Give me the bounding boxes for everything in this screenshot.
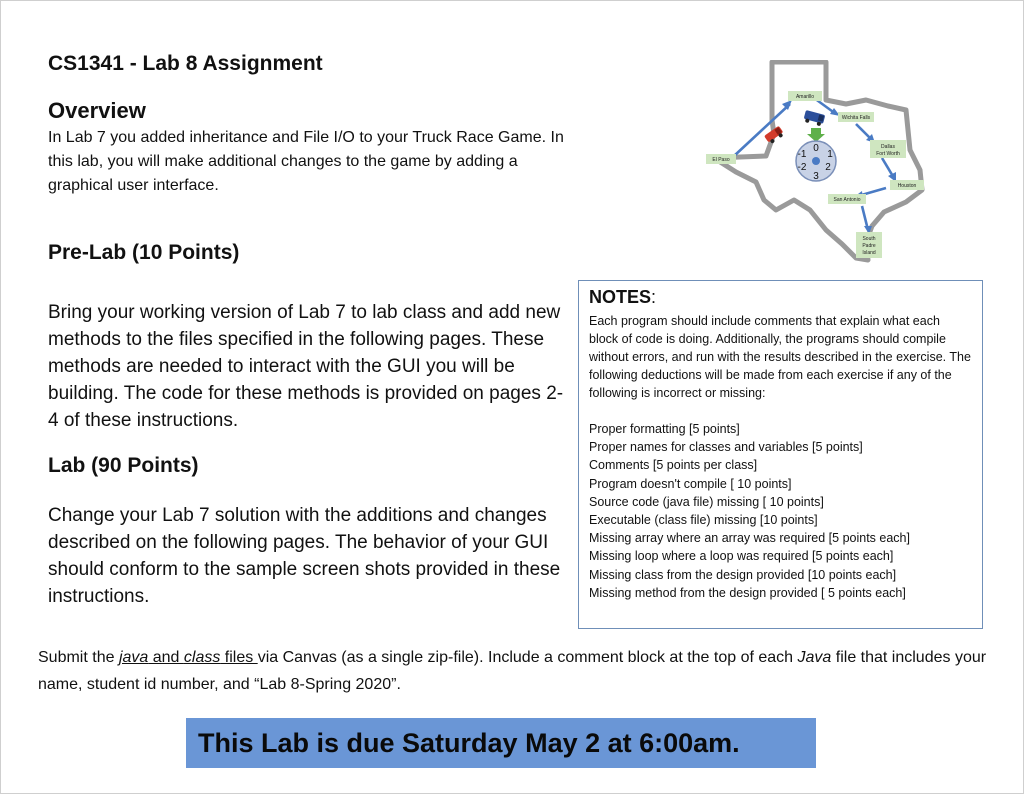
notes-text: Each program should include comments that explain what each block of code is doing. Additionally, the programs should compile without errors, and run with the results described in the exercise. The following deductions will be made from each exercise if any of the following is incorrect or missing: (589, 314, 971, 400)
dial-num-0: 0 (813, 143, 819, 154)
dial-num-3: 3 (813, 171, 819, 182)
city-fort-worth: Fort Worth (876, 151, 900, 157)
dial-num-neg1: -1 (797, 149, 807, 160)
deduction-item: Executable (class file) missing [10 points] (589, 513, 818, 528)
deduction-item: Proper names for classes and variables [5 points] (589, 440, 863, 455)
dial-num-1: 1 (827, 149, 833, 160)
deduction-item: Missing array where an array was required [5 points each] (589, 531, 910, 546)
overview-heading: Overview (48, 98, 146, 123)
due-date-banner (186, 718, 816, 768)
document-title: CS1341 - Lab 8 Assignment (48, 52, 323, 75)
deduction-item: Missing method from the design provided [ 5 points each] (589, 585, 906, 600)
spinner-dial (796, 141, 836, 182)
city-houston: Houston (897, 183, 917, 189)
texas-race-map (706, 60, 936, 265)
city-south: South (862, 236, 876, 242)
dial-marker-icon (807, 128, 825, 142)
dial-num-neg2: -2 (797, 162, 807, 173)
deduction-item: Program doesn't compile [ 10 points] (589, 476, 792, 491)
lab-heading: Lab (90 Points) (48, 454, 199, 477)
deduction-item: Comments [5 points per class] (589, 458, 758, 473)
submit-instructions: Submit the java and class files via Canvas (as a single zip-file). Include a comment block at the top of each Java file that includes your name, student id number, and “Lab 8-Spring 2020”. (38, 649, 987, 693)
deduction-item: Proper formatting [5 points] (589, 422, 740, 436)
city-dallas: Dallas (881, 144, 895, 150)
city-amarillo: Amarillo (795, 94, 815, 100)
notes-title: NOTES: (589, 287, 657, 307)
overview-text: In Lab 7 you added inheritance and File I/O to your Truck Race Game. In this lab, you will make additional changes to the game by adding a graphical user interface. (48, 129, 564, 194)
deductions-list (589, 420, 972, 602)
city-padre: Padre (862, 243, 876, 249)
city-wichita-falls: Wichita Falls (841, 115, 871, 121)
due-date-text: This Lab is due Saturday May 2 at 6:00am. (198, 727, 740, 758)
lab-text: Change your Lab 7 solution with the additions and changes described on the following pages. The behavior of your GUI should conform to the sample screen shots provided in these instructions. (48, 505, 561, 607)
notes-box (578, 280, 983, 629)
prelab-text: Bring your working version of Lab 7 to lab class and add new methods to the files specified in the following pages. These methods are needed to interact with the GUI you will be building. The code for these methods is provided on pages 2-4 of these instructions. (48, 302, 564, 431)
city-island: Island (862, 250, 876, 256)
deduction-item: Source code (java file) missing [ 10 points] (589, 494, 824, 509)
deduction-item: Missing loop where a loop was required [5 points each] (589, 549, 894, 564)
prelab-heading: Pre-Lab (10 Points) (48, 241, 240, 264)
blue-truck-icon (803, 110, 825, 127)
city-el-paso: El Paso (712, 157, 730, 163)
dial-num-2: 2 (825, 162, 831, 173)
city-san-antonio: San Antonio (833, 197, 861, 203)
deduction-item: Missing class from the design provided [10 points each] (589, 567, 897, 582)
